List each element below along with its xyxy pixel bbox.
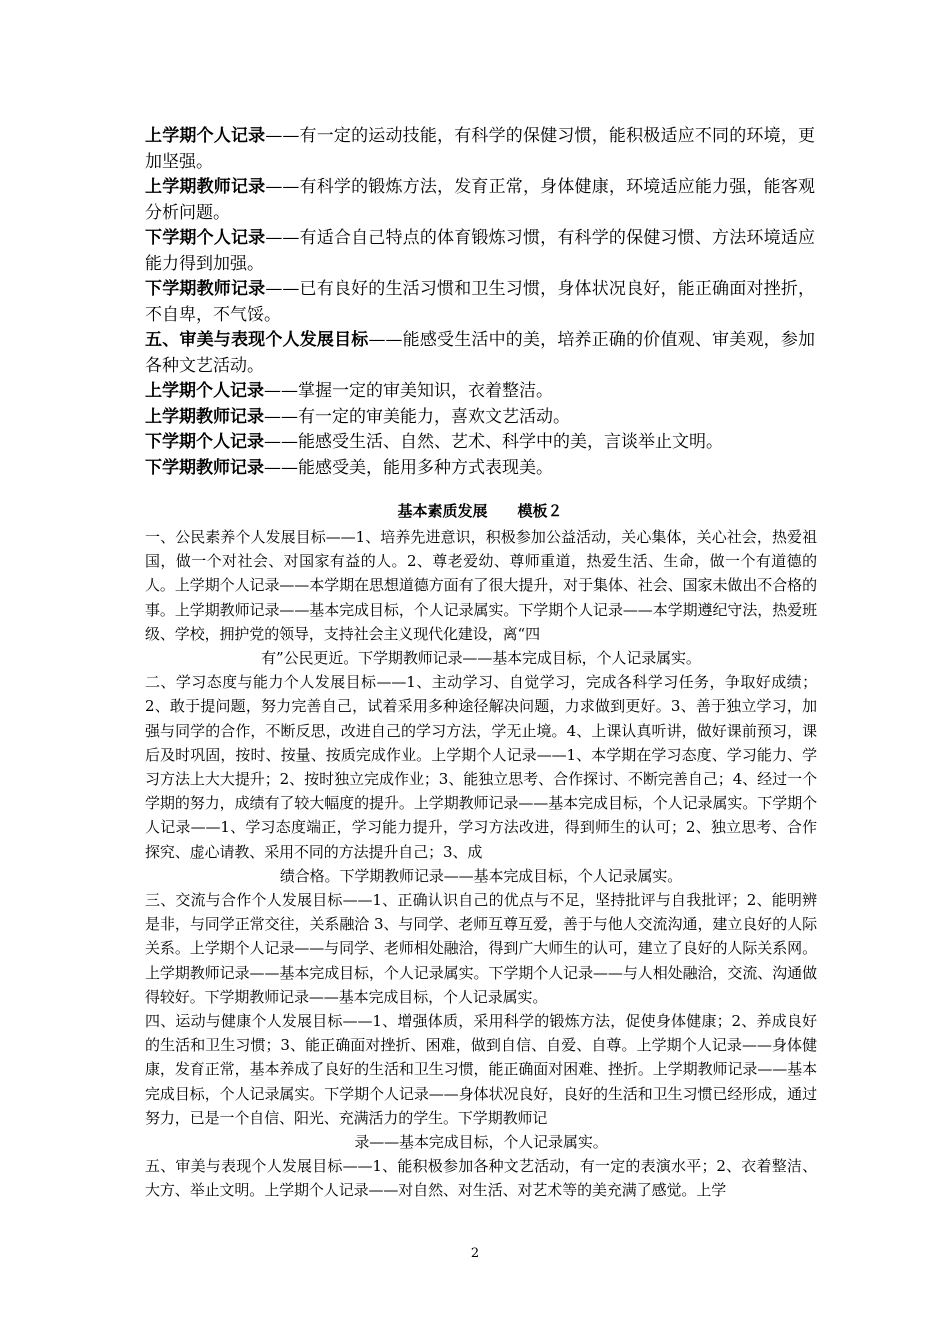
record-label: 下学期个人记录 bbox=[145, 228, 266, 248]
record-text: ——有一定的运动技能，有科学的保健习惯，能积极适应不同的环境，更加坚强。 bbox=[145, 126, 816, 172]
paragraph-text: 三、交流与合作个人发展目标——1、正确认识自己的优点与不足，坚持批评与自我批评；2、能明辨是非，与同学正常交往，关系融洽 3、与同学、老师互尊互爱，善于与他人交流沟通，建立良好的人际关系。上学期个人记录——与同学、老师相处融洽，得到广大师生的认可，建立了良好的人际关系网。上学期教师记录——基本完成目标，个人记录属实。下学期个人记录——与人相处融洽，交流、沟通做得较好。下学期教师记录——基本完成目标，个人记录属实。 bbox=[145, 891, 817, 1006]
paragraph-text: 一、公民素养个人发展目标——1、培养先进意识，积极参加公益活动，关心集体，关心社会，热爱祖国，做一个对社会、对国家有益的人。2、尊老爱幼、尊师重道，热爱生活、生命，做一个有道德的人。上学期个人记录——本学期在思想道德方面有了很大提升，对于集体、社会、国家未做出不合格的事。上学期教师记录——基本完成目标，个人记录属实。下学期个人记录——本学期遵纪守法，热爱班级、学校，拥护党的领导，支持社会主义现代化建设，离“四 bbox=[145, 528, 817, 643]
record-text: ——能感受生活、自然、艺术、科学中的美，言谈举止文明。 bbox=[264, 432, 723, 452]
paragraph bbox=[145, 1009, 817, 1154]
paragraph-text: 二、学习态度与能力个人发展目标——1、主动学习、自觉学习，完成各科学习任务，争取好成绩；2、敢于提问题，努力完善自己，试着采用多种途径解决问题，力求做到更好。3、善于独立学习，加强与同学的合作，不断反思，改进自己的学习方法，学无止境。4、上课认真听讲，做好课前预习，课后及时巩固，按时、按量、按质完成作业。上学期个人记录——1、本学期在学习态度、学习能力、学习方法上大大提升；2、按时独立完成作业；3、能独立思考、合作探讨、不断完善自己；4、经过一个学期的努力，成绩有了较大幅度的提升。上学期教师记录——基本完成目标，个人记录属实。下学期个人记录——1、学习态度端正，学习能力提升，学习方法改进，得到师生的认可；2、独立思考、合作探究、虚心请教、采用不同的方法提升自己；3、成 bbox=[145, 673, 817, 861]
record-entry bbox=[145, 226, 815, 277]
record-text: ——有一定的审美能力，喜欢文艺活动。 bbox=[264, 406, 570, 427]
record-text: ——掌握一定的审美知识，衣着整洁。 bbox=[264, 381, 553, 401]
record-label: 上学期个人记录 bbox=[145, 126, 266, 146]
paragraph-text: 四、运动与健康个人发展目标——1、增强体质，采用科学的锻炼方法，促使身体健康；2、养成良好的生活和卫生习惯；3、能正确面对挫折、困难，做到自信、自爱、自尊。上学期个人记录——身体健康，发育正常，基本养成了良好的生活和卫生习惯，能正确面对困难、挫折。上学期教师记录——基本完成目标，个人记录属实。下学期个人记录——身体状况良好，良好的生活和卫生习惯已经形成，通过努力，已是一个自信、阳光、充满活力的学生。下学期教师记 bbox=[145, 1012, 817, 1127]
paragraph-text: 五、审美与表现个人发展目标——1、能积极参加各种文艺活动，有一定的表演水平；2、衣着整洁、大方、举止文明。上学期个人记录——对自然、对生活、对艺术等的美充满了感觉。上学 bbox=[145, 1157, 817, 1200]
paragraph bbox=[145, 525, 817, 670]
page-number: 2 bbox=[470, 1246, 480, 1261]
record-text: ——有科学的锻炼方法，发育正常，身体健康，环境适应能力强，能客观分析问题。 bbox=[145, 177, 816, 223]
paragraph bbox=[145, 888, 817, 1009]
paragraph-last-line: 绩合格。下学期教师记录——基本完成目标，个人记录属实。 bbox=[279, 866, 683, 885]
record-label: 下学期个人记录 bbox=[145, 432, 264, 452]
record-entry bbox=[145, 456, 815, 482]
record-text: ——能感受美，能用多种方式表现美。 bbox=[264, 457, 553, 478]
record-entry bbox=[145, 430, 815, 456]
record-entry bbox=[145, 379, 815, 405]
paragraph-last-line: 有”公民更近。下学期教师记录——基本完成目标，个人记录属实。 bbox=[261, 649, 701, 668]
record-entry bbox=[145, 175, 815, 226]
record-text: ——有适合自己特点的体育锻炼习惯，有科学的保健习惯、方法环境适应能力得到加强。 bbox=[145, 228, 816, 274]
template-title: 基本素质发展 模板２ bbox=[397, 502, 563, 520]
record-label: 五、审美与表现个人发展目标 bbox=[145, 330, 369, 350]
record-label: 上学期教师记录 bbox=[145, 406, 264, 427]
record-label: 下学期教师记录 bbox=[145, 457, 264, 478]
record-label: 下学期教师记录 bbox=[145, 279, 266, 299]
record-text: ——已有良好的生活习惯和卫生习惯，身体状况良好，能正确面对挫折，不自卑，不气馁。 bbox=[145, 279, 816, 325]
paragraph-last-line: 录——基本完成目标，个人记录属实。 bbox=[354, 1133, 608, 1152]
record-label: 上学期教师记录 bbox=[145, 177, 266, 197]
record-text: ——能感受生活中的美，培养正确的价值观、审美观，参加各种文艺活动。 bbox=[145, 330, 816, 376]
record-entry bbox=[145, 405, 815, 431]
paragraph bbox=[145, 1154, 817, 1202]
record-entry bbox=[145, 328, 815, 379]
paragraph bbox=[145, 670, 817, 888]
top-section bbox=[145, 124, 815, 481]
record-entry bbox=[145, 124, 815, 175]
record-label: 上学期个人记录 bbox=[145, 381, 264, 401]
record-entry bbox=[145, 277, 815, 328]
body-section bbox=[145, 525, 817, 1203]
